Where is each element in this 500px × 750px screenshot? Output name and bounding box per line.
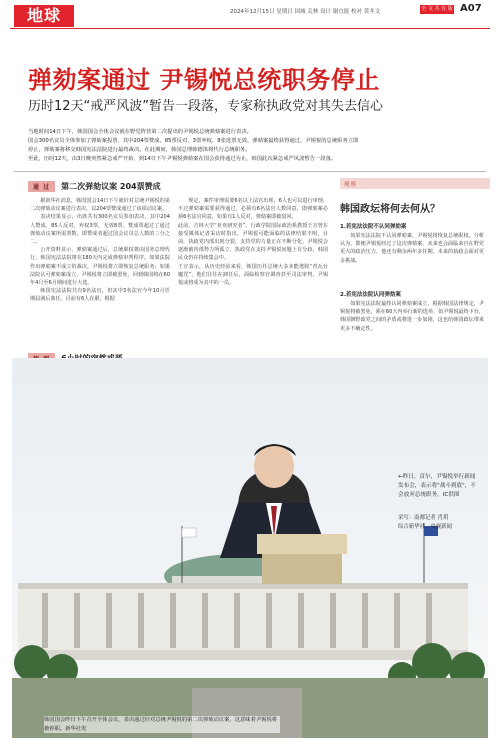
- lead-line: 停止，弹劾案将移交韩国宪法法院进行最终裁决。在此期间，韩国总理韩德洙将代行总统职务。: [28, 147, 251, 153]
- article-credit: 采写：南都记者 肖玥 综合新华社、央视新闻: [398, 515, 452, 530]
- sidebar-point-text: 如果宪法法院不认同弹劾案，尹锡悦将恢复总统职权。分析认为，即便尹锡悦经过了这次弹劾案，未来也会面临来自在野党更大的政治压力，他还有剩余两年多任期，未来的执政会面对更多挑战。: [340, 233, 484, 264]
- photo-inline-caption: ←昨日，首尔，尹锡悦举行新闻发布会，表示将"战斗到底"，不会放弃总统职务。IC供图: [398, 474, 476, 498]
- header-meta: 2024年12月15日 星期日 国城 关林 设计 谢宜能 校对 黄冬文: [230, 9, 381, 15]
- photo-caption: 韩国国会昨日下午召开全体会议，表决通过针对总统尹锡悦的第二次弹劾动议案，这意味着尹锡悦将被停职。新华社发: [44, 716, 280, 733]
- sidebar-point-heading: 2.若宪法法院认同弹劾案: [340, 292, 401, 298]
- article-paragraph: 据新华社消息，韩国国会14日下午就针对总统尹锡悦的第二次弹劾动议案进行表决，以204票赞成通过了该项动议案。: [30, 198, 170, 213]
- sidebar-band-label: 观察: [344, 182, 358, 188]
- sidebar-point-text: 如果宪法法院最终认同弹劾案成立，根据韩国法律规定，尹锡悦将被罢免，须在60天内举行新的选举，如尹锡悦最终下台，韩国朝野政党之间的矛盾或将进一步加剧，这也给韩国政坛带来更多不确定性。: [340, 301, 485, 332]
- article-paragraph: 表决结果显示，出席共有300名议员参加表决，其中204人赞成，85人反对，弃权3票，无效8票。赞成票超过了通过弹劾动议案所需票数，即赞成者超过国会议员总人数的三分之二。: [30, 214, 170, 246]
- lead-line: 至此，历时12天，由3日晚突然紧急戒严开始，到14日下午尹锡悦弹劾案在国会获得通过为止，韩国此次紧急戒严风波暂告一段落。: [28, 156, 337, 162]
- lead-paragraph: [28, 128, 472, 164]
- section-tag-pass: 通 过: [28, 181, 55, 192]
- lead-divider: [14, 171, 486, 172]
- page-number: A07: [460, 3, 482, 14]
- sidebar-point-heading: 1.若宪法法院不认同弹劾案: [340, 224, 407, 230]
- section-tag: 地球: [14, 5, 74, 27]
- headline: 弹劾案通过 尹锡悦总统职务停止: [28, 66, 380, 94]
- parliament-photo: [12, 358, 488, 738]
- section1-column1: [30, 197, 170, 304]
- header-divider: [10, 28, 490, 29]
- article-paragraph: 公开资料显示，弹劾案通过后，总统职权将由国务总理代行，韩国宪法法院将在180天内完成弹劾审判程序，如果法院作出弹劾案不成立的裁决，尹锡悦将立即恢复总统职务；如果法院认可弹劾案成立，尹锡悦将立即被罢免，回到韩国将在60年4月至6月期间进行大选。: [30, 247, 170, 287]
- article-paragraph: 韩国宪法法院共有9名法官，但其中3名法官今年10月任期届满后离任，目前有6人在职，根据: [30, 288, 170, 303]
- lead-line: 当地时间14日下午，韩国国会全体会议就在野党阵营第二次提出的尹锡悦总统弹劾案进行表决。: [28, 129, 252, 135]
- section-title-pass: 第二次弹劾议案 204票赞成: [61, 181, 161, 191]
- photo-illustration: [12, 358, 488, 738]
- subheadline: 历时12天“戒严风波”暂告一段落，专家称执政党对其失去信心: [28, 99, 384, 114]
- header-badge: 全 文 共 有 版: [421, 6, 453, 12]
- section-heading-pass: [28, 180, 161, 192]
- section1-column2: 规定，案件审理需要6名以上法官出席，6人也可以进行审理，不过弹劾案需要获得通过，必须有6名法官人数同意，即弹劾案必须6名法官同意，如果有1人反对，弹劾案即被驳回。 此前，吉林大学“亚亚研究者”、行政学院国际政治系教授王宣曾在接受媒体记者采访时指出，尹锡悦可能面临的法律结果不明，目前，执政党内部出现分裂，支持党的力量正在不断分化，尹锡悦会逐渐被内部势力所孤立，执政党在支持尹锡悦问题上有分歧，韩国民众仍在持续集会中。 王宣表示，从历史经验来看，韩国历任总统大多未能逃脱“青瓦台魔咒”，他们往往在卸任后，面临检察官调查甚至司法审判，尹锡悦或将成为其中的一员。: [178, 198, 328, 287]
- sidebar-title: 韩国政坛将何去何从？: [340, 204, 440, 215]
- lead-line: 国会300名议员全体参加了弹劾案投票，其中204票赞成，85票反对，3票弃权，8张选票无效，弹劾案最终获得通过，尹锡悦的总统职务立即: [28, 138, 359, 144]
- sidebar-band: [340, 178, 490, 189]
